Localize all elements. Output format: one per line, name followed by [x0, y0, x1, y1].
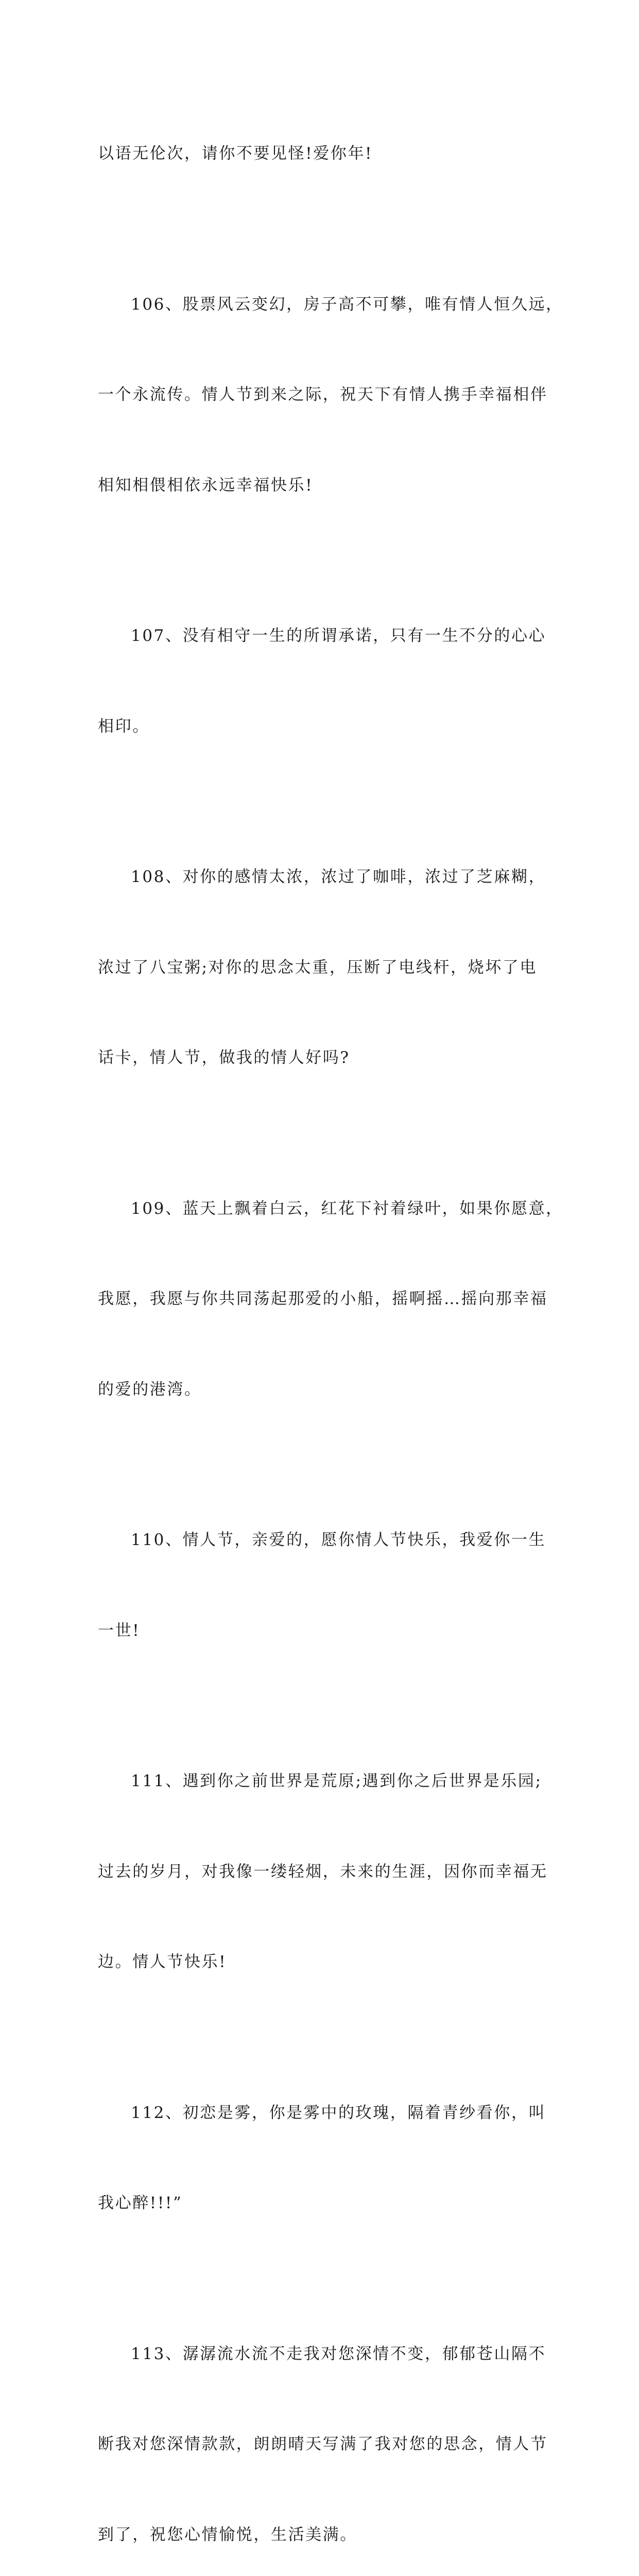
paragraph-106 [98, 229, 551, 561]
text-line: 108、对你的感情太浓，浓过了咖啡，浓过了芝麻糊， [98, 862, 551, 892]
paragraph-continuation [98, 78, 551, 229]
paragraph-111 [98, 1706, 551, 2038]
text-line: 我心醉!!!” [98, 2188, 551, 2218]
text-line: 过去的岁月，对我像一缕轻烟，未来的生涯，因你而幸福无 [98, 1857, 551, 1887]
text-line: 我愿，我愿与你共同荡起那爱的小船，摇啊摇…摇向那幸福 [98, 1284, 551, 1314]
text-line: 113、潺潺流水流不走我对您深情不变，郁郁苍山隔不 [98, 2339, 551, 2369]
text-line: 的爱的港湾。 [98, 1375, 551, 1405]
text-line: 话卡，情人节，做我的情人好吗? [98, 1043, 551, 1073]
text-line: 107、没有相守一生的所谓承诺，只有一生不分的心心 [98, 621, 551, 651]
text-line: 110、情人节，亲爱的，愿你情人节快乐，我爱你一生 [98, 1525, 551, 1555]
text-line: 111、遇到你之前世界是荒原;遇到你之后世界是乐园; [98, 1766, 551, 1797]
text-line: 一世! [98, 1616, 551, 1646]
paragraph-110 [98, 1465, 551, 1706]
text-line: 一个永流传。情人节到来之际，祝天下有情人携手幸福相伴 [98, 380, 551, 410]
text-line: 以语无伦次，请你不要见怪!爱你年! [98, 139, 551, 169]
paragraph-112 [98, 2038, 551, 2279]
text-line: 断我对您深情款款，朗朗晴天写满了我对您的思念，情人节 [98, 2429, 551, 2460]
paragraph-108 [98, 802, 551, 1133]
text-body [98, 78, 551, 2576]
text-line: 到了，祝您心情愉悦，生活美满。 [98, 2520, 551, 2550]
text-line: 106、股票风云变幻，房子高不可攀，唯有情人恒久远， [98, 290, 551, 320]
text-line: 边。情人节快乐! [98, 1947, 551, 1977]
document-page [0, 0, 639, 904]
text-line: 浓过了八宝粥;对你的思念太重，压断了电线杆，烧坏了电 [98, 953, 551, 983]
text-line: 相知相偎相依永远幸福快乐! [98, 470, 551, 501]
paragraph-109 [98, 1133, 551, 1465]
paragraph-107 [98, 561, 551, 802]
text-line: 112、初恋是雾，你是雾中的玫瑰，隔着青纱看你，叫 [98, 2098, 551, 2128]
paragraph-113 [98, 2279, 551, 2576]
text-line: 相印。 [98, 711, 551, 742]
text-line: 109、蓝天上飘着白云，红花下衬着绿叶，如果你愿意， [98, 1194, 551, 1224]
